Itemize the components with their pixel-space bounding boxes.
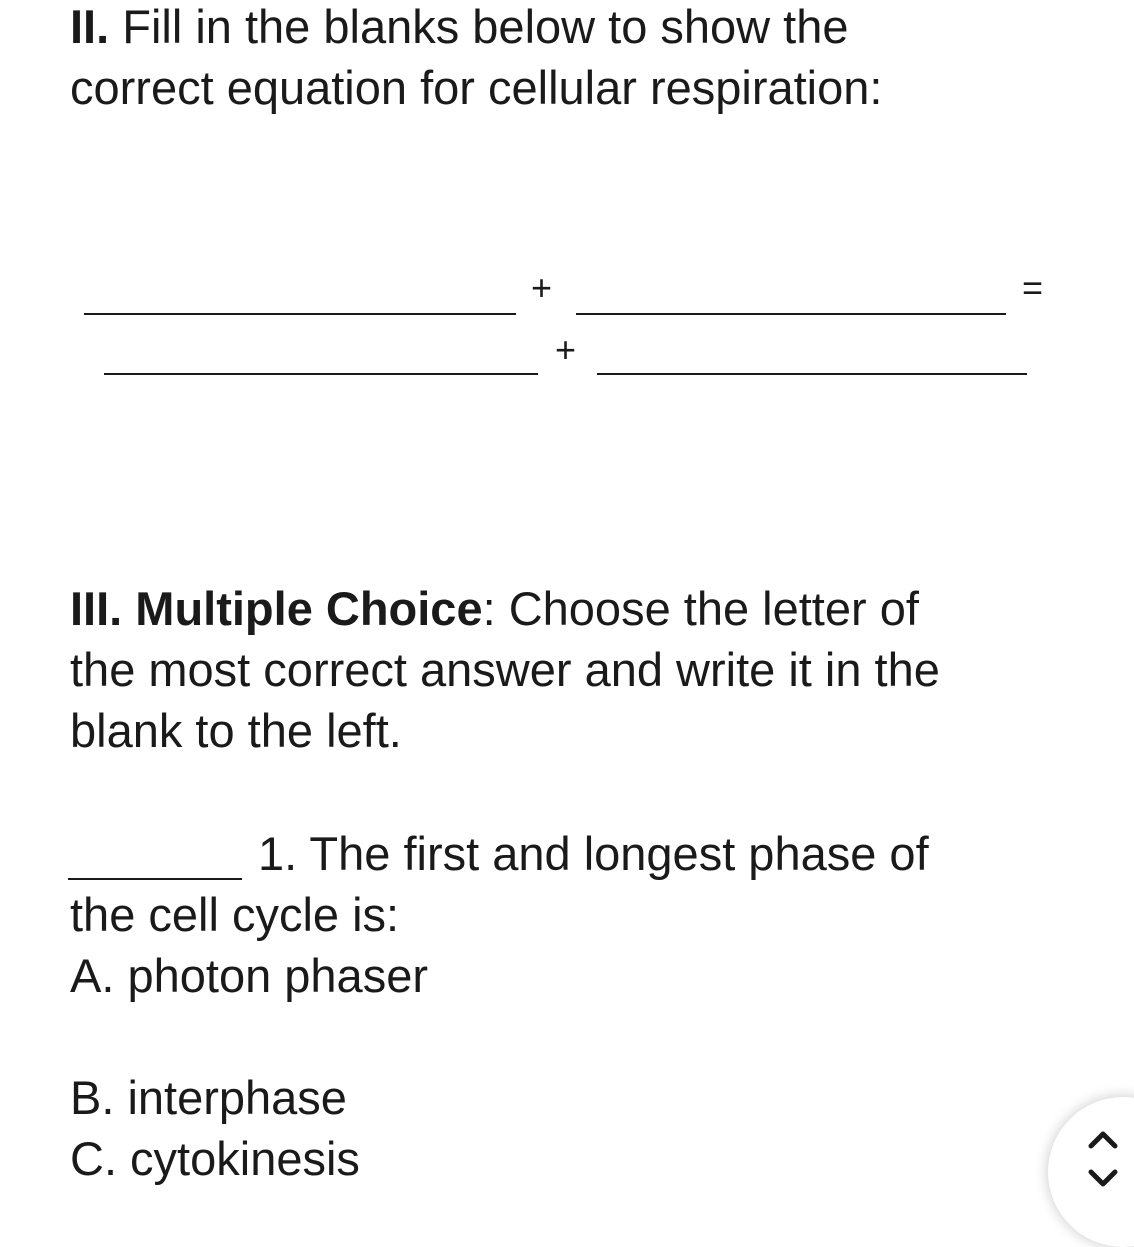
- section-3-number: III.: [70, 582, 123, 635]
- section-2-heading-line-1: Fill in the blanks below to show the: [109, 0, 849, 53]
- section-3-title: Multiple Choice: [135, 582, 483, 635]
- equation-plus-1: +: [531, 267, 553, 308]
- chevron-down-icon[interactable]: [1086, 1166, 1120, 1192]
- equation-equals-sign: =: [1022, 267, 1044, 308]
- section-3-heading-line-1: : Choose the letter of: [482, 582, 919, 635]
- section-3-heading: [70, 578, 940, 761]
- section-2-heading: [70, 0, 882, 118]
- question-1-stem-line-2: the cell cycle is:: [70, 888, 400, 941]
- question-1-answer-blank[interactable]: [68, 878, 242, 880]
- section-3-heading-line-3: blank to the left.: [70, 704, 402, 757]
- question-1-option-c: C. cytokinesis: [70, 1132, 360, 1185]
- equation-blank-1[interactable]: [84, 313, 516, 315]
- equation-blank-4[interactable]: [597, 373, 1027, 375]
- equation-blank-2[interactable]: [576, 313, 1006, 315]
- equation-blank-3[interactable]: [104, 373, 538, 375]
- section-2-number: II.: [70, 0, 110, 53]
- question-1-option-a: A. photon phaser: [70, 949, 428, 1002]
- equation-plus-2: +: [555, 329, 577, 370]
- chevron-up-icon[interactable]: [1086, 1126, 1120, 1152]
- section-3-heading-line-2: the most correct answer and write it in the: [70, 643, 940, 696]
- question-1-stem-line-1: 1. The first and longest phase of: [258, 827, 929, 880]
- section-2-heading-line-2: correct equation for cellular respiration:: [70, 61, 883, 114]
- question-1-option-b: B. interphase: [70, 1071, 347, 1124]
